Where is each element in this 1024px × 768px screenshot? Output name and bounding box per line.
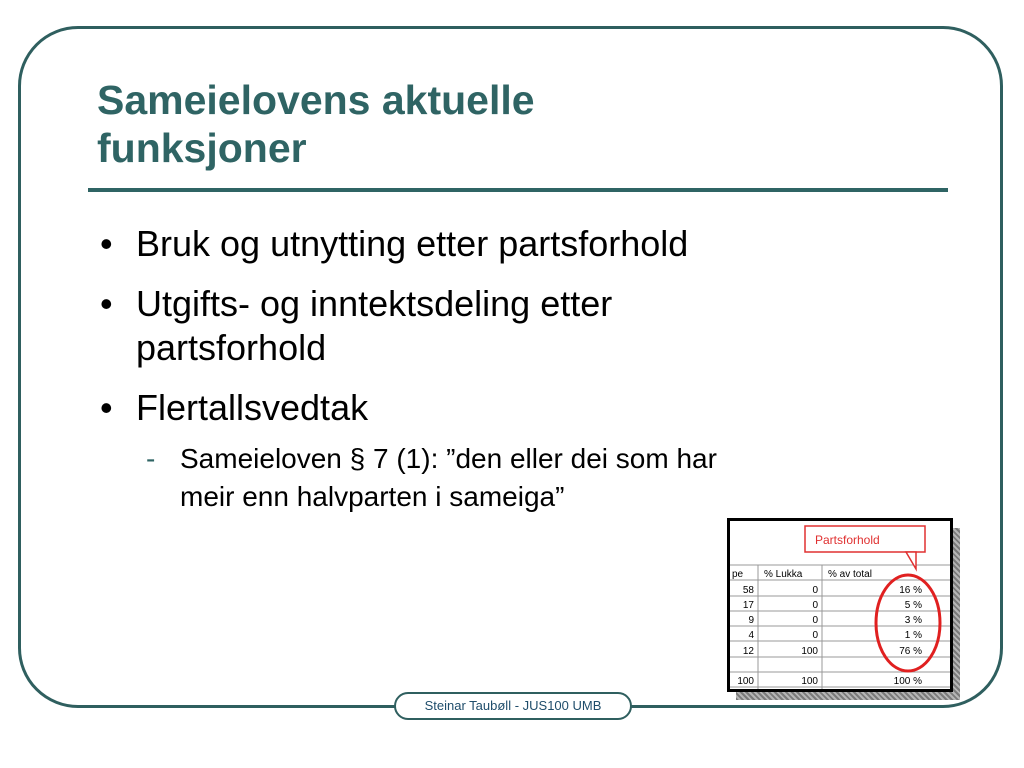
bullet-list bbox=[100, 222, 900, 516]
table-cell: 76 % bbox=[899, 646, 922, 657]
slide-title bbox=[97, 76, 917, 172]
title-line-1: Sameielovens aktuelle bbox=[97, 77, 535, 123]
bullet-dot-icon: • bbox=[100, 283, 113, 324]
title-line-2: funksjoner bbox=[97, 125, 307, 171]
table-cell: 12 bbox=[742, 646, 754, 657]
callout-label: Partsforhold bbox=[815, 533, 880, 547]
table-cell: 58 bbox=[742, 585, 754, 596]
bullet-dot-icon: • bbox=[100, 223, 113, 264]
table-header: % av total bbox=[828, 569, 872, 580]
footer-label: Steinar Taubøll - JUS100 UMB bbox=[394, 692, 632, 720]
table-cell: 0 bbox=[812, 585, 818, 596]
table-image-svg bbox=[730, 521, 950, 689]
bullet-item bbox=[100, 282, 900, 370]
bullet-dot-icon: • bbox=[100, 387, 113, 428]
table-cell: 16 % bbox=[899, 585, 922, 596]
table-cell: 0 bbox=[812, 615, 818, 626]
table-cell: 9 bbox=[748, 615, 754, 626]
table-cell: 100 % bbox=[893, 676, 922, 687]
bullet-item bbox=[100, 222, 900, 266]
table-cell: 100 bbox=[737, 676, 754, 687]
callout-pointer bbox=[906, 552, 916, 569]
table-header: pe bbox=[732, 569, 744, 580]
title-underline bbox=[88, 188, 948, 192]
table-cell: 17 bbox=[742, 600, 754, 611]
bullet-item bbox=[100, 386, 900, 430]
table-cell: 4 bbox=[748, 630, 754, 641]
sub-bullet-line-1: Sameieloven § 7 (1): ”den eller dei som har bbox=[180, 443, 717, 474]
table-header: % Lukka bbox=[764, 569, 803, 580]
table-cell: 100 bbox=[801, 676, 818, 687]
table-cell: 1 % bbox=[904, 630, 922, 641]
sub-bullet-item bbox=[100, 440, 900, 516]
bullet-text-line-1: Utgifts- og inntektsdeling etter bbox=[136, 283, 613, 324]
bullet-text: Flertallsvedtak bbox=[136, 387, 369, 428]
table-image bbox=[727, 518, 953, 692]
sub-bullet-line-2: meir enn halvparten i sameiga” bbox=[180, 481, 565, 512]
sub-bullet-marker: - bbox=[146, 443, 156, 474]
table-cell: 5 % bbox=[904, 600, 922, 611]
table-cell: 3 % bbox=[904, 615, 922, 626]
bullet-text-line-2: partsforhold bbox=[136, 327, 327, 368]
table-cell: 100 bbox=[801, 646, 818, 657]
bullet-text: Bruk og utnytting etter partsforhold bbox=[136, 223, 689, 264]
table-cell: 0 bbox=[812, 600, 818, 611]
table-cell: 0 bbox=[812, 630, 818, 641]
